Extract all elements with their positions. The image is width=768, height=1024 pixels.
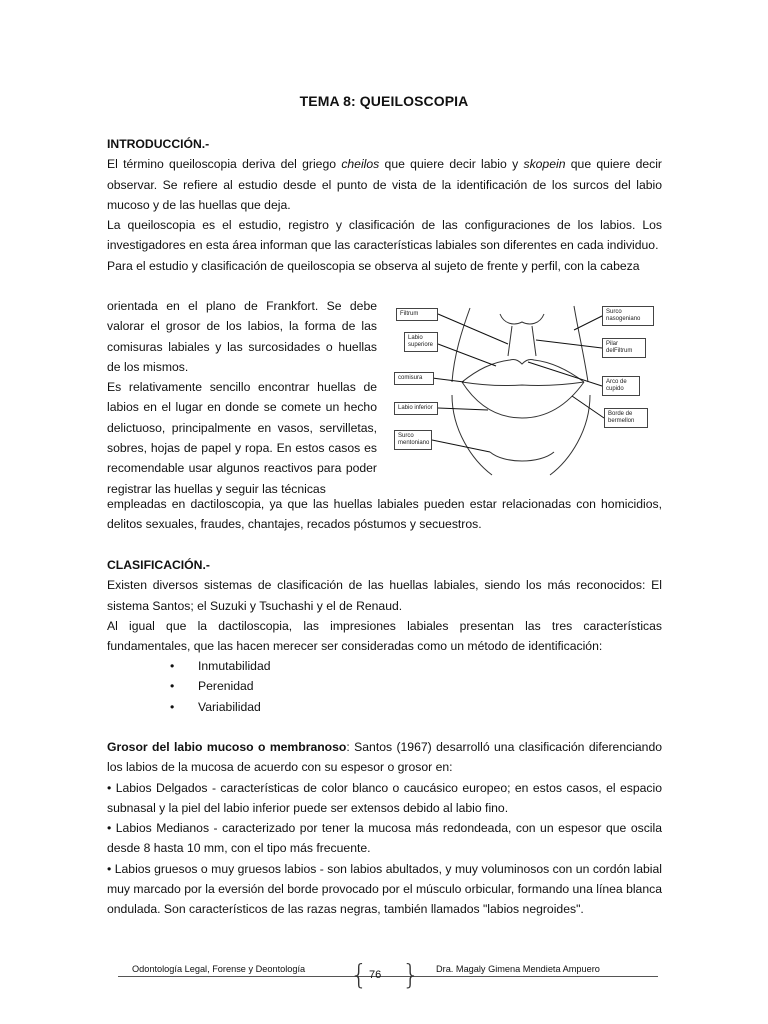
clasificacion-section bbox=[107, 555, 662, 656]
label-surco-mentoniano: Surco mentoniano bbox=[394, 430, 432, 450]
lip-anatomy-figure bbox=[392, 300, 664, 490]
clasificacion-heading: CLASIFICACIÓN.- bbox=[107, 558, 210, 572]
label-borde-bermellon: Borde de bermellon bbox=[604, 408, 648, 428]
intro-paragraph-1: El término queiloscopia deriva del griego cheilos que quiere decir labio y skopein que quiere decir observar. Se refiere al estudio desde el punto de vista de la identificación de los surcos del labio mucoso y de las huellas que deja. bbox=[107, 157, 662, 212]
label-comisura: comisura bbox=[394, 372, 434, 385]
label-labio-superior: Labio superiore bbox=[404, 332, 438, 352]
characteristics-list bbox=[170, 656, 271, 717]
intro-paragraph-2: La queiloscopia es el estudio, registro y clasificación de las configuraciones de los labios. Los investigadores en esta área informan que las características labiales son diferentes en cada individuo. bbox=[107, 218, 662, 253]
intro-wrap-column bbox=[107, 296, 377, 499]
label-filtrum: Filtrum bbox=[396, 308, 438, 321]
grosor-item-gruesos: • Labios gruesos o muy gruesos labios - son labios abultados, y muy voluminosos con un cordón labial muy marcado por la eversión del borde provocado por el músculo orbicular, formando una línea blanca ondulada. Son característicos de las razas negras, también llamados "labios negroides". bbox=[107, 861, 662, 917]
intro-heading: INTRODUCCIÓN.- bbox=[107, 137, 210, 151]
grosor-item-medianos: • Labios Medianos - caracterizado por tener la mucosa más redondeada, con un espesor que oscila desde 8 hasta 10 mm, con el tipo más frecuente. bbox=[107, 821, 662, 856]
label-pilar-filtrum: Pilar delFiltrum bbox=[602, 338, 646, 358]
list-item: • Variabilidad bbox=[170, 699, 261, 714]
footer-left-brace: { bbox=[350, 958, 368, 991]
page-number: 76 bbox=[369, 969, 382, 981]
footer-author: Dra. Magaly Gimena Mendieta Ampuero bbox=[436, 964, 600, 974]
list-item: • Inmutabilidad bbox=[170, 659, 271, 673]
grosor-item-delgados: • Labios Delgados - características de color blanco o caucásico europeo; en estos casos, el espacio subnasal y la piel del labio inferior puede ser extensos debido al labio fino. bbox=[107, 780, 662, 815]
label-arco-cupido: Arco de cupido bbox=[602, 376, 640, 396]
intro-paragraph-3-cont: orientada en el plano de Frankfort. Se debe valorar el grosor de los labios, la forma de las comisuras labiales y las surcosidades o huellas de los mismos. bbox=[107, 299, 377, 374]
list-item: • Perenidad bbox=[170, 679, 254, 694]
intro-paragraph-4: Es relativamente sencillo encontrar huellas de labios en el lugar en donde se comete un hecho delictuoso, principalmente en vasos, servilletas, sobres, hojas de papel y ropa. En estos casos es recomendable usar algunos reactivos para poder registrar las huellas y seguir las técnicas bbox=[107, 380, 377, 496]
intro-section bbox=[107, 134, 662, 276]
intro-paragraph-3-start: Para el estudio y clasificación de queiloscopia se observa al sujeto de frente y perfil, con la cabeza bbox=[107, 258, 640, 273]
clasificacion-paragraph-1: Existen diversos sistemas de clasificación de las huellas labiales, siendo los más reconocidos: El sistema Santos; el Suzuki y Tsuchashi y el de Renaud. bbox=[107, 578, 662, 613]
label-labio-inferior: Labio inferior bbox=[394, 402, 438, 415]
clasificacion-paragraph-2: Al igual que la dactiloscopia, las impresiones labiales presentan las tres características fundamentales, que las hacen merecer ser consideradas como un método de identificación: bbox=[107, 618, 662, 654]
footer-right-brace: } bbox=[402, 958, 420, 991]
label-surco-nasogeniano: Surco nasogeniano bbox=[602, 306, 654, 326]
footer-rule bbox=[118, 976, 658, 977]
intro-paragraph-4-cont: empleadas en dactiloscopia, ya que las huellas labiales pueden estar relacionadas con homicidios, delitos sexuales, fraudes, chantajes, recados póstumos y secuestros. bbox=[107, 497, 662, 532]
page-title: TEMA 8: QUEILOSCOPIA bbox=[299, 93, 469, 109]
grosor-paragraph-1: Grosor del labio mucoso o membranoso: Santos (1967) desarrolló una clasificación diferenciando los labios de la mucosa de acuerdo con su espesor o grosor en: bbox=[107, 740, 663, 775]
footer-course-title: Odontología Legal, Forense y Deontología bbox=[132, 964, 306, 974]
page-footer bbox=[118, 960, 658, 994]
grosor-section bbox=[107, 737, 662, 920]
